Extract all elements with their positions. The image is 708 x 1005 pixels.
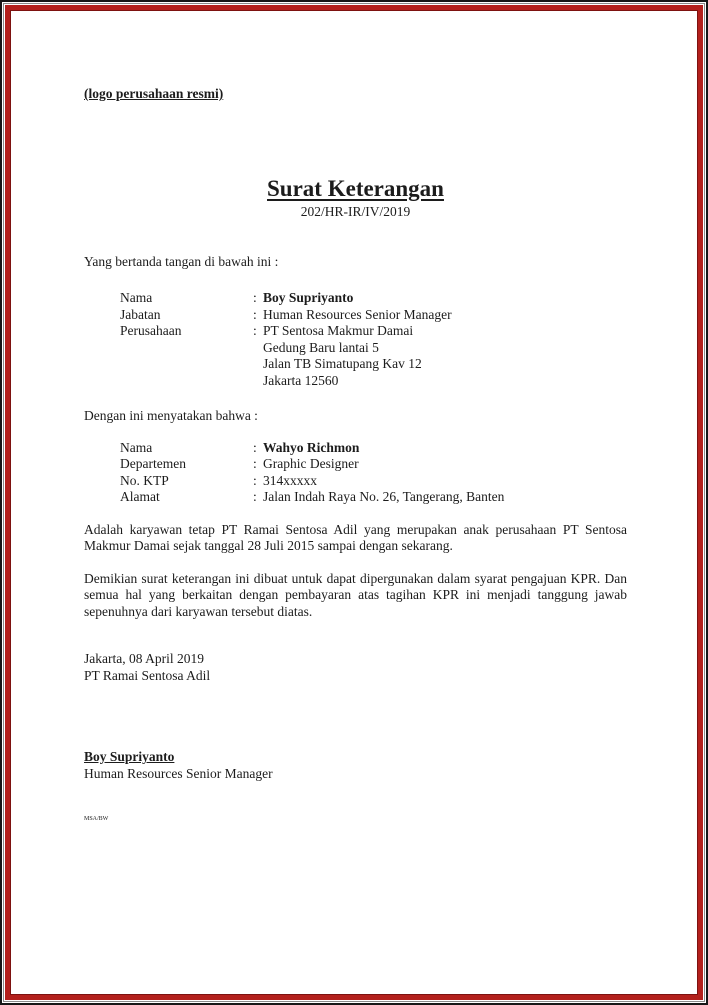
- detail-row-departemen: [120, 456, 627, 473]
- detail-row-alamat: [120, 489, 627, 506]
- detail-value: Graphic Designer: [263, 456, 359, 471]
- company-address-line: Gedung Baru lantai 5: [263, 339, 379, 355]
- signature-name: Boy Supriyanto: [84, 749, 175, 764]
- detail-label: Departemen: [120, 456, 186, 471]
- company-name-line: PT Sentosa Makmur Damai: [263, 323, 414, 338]
- letter-number: 202/HR-IR/IV/2019: [300, 203, 411, 219]
- detail-row-nama: [120, 290, 627, 307]
- detail-value: [263, 323, 627, 389]
- letter-title: Surat Keterangan: [267, 175, 444, 201]
- body-paragraph: Adalah karyawan tetap PT Ramai Sentosa Adil yang merupakan anak perusahaan PT Sentosa Makmur Damai sejak tanggal 28 Juli 2015 sampai dengan sekarang.: [84, 521, 627, 553]
- detail-label: Nama: [120, 290, 153, 305]
- closing-place-date: Jakarta, 08 April 2019: [84, 651, 204, 666]
- statement-line: Dengan ini menyatakan bahwa :: [84, 408, 258, 423]
- signature-role: Human Resources Senior Manager: [84, 765, 273, 781]
- decorative-border-inner: [5, 5, 703, 1000]
- detail-row-no-ktp: [120, 473, 627, 490]
- detail-value: Wahyo Richmon: [263, 439, 360, 455]
- detail-value: Boy Supriyanto: [263, 290, 354, 305]
- detail-row-perusahaan: [120, 323, 627, 389]
- detail-value: Jalan Indah Raya No. 26, Tangerang, Banten: [263, 489, 505, 504]
- detail-colon: :: [253, 290, 257, 305]
- detail-colon: :: [253, 439, 257, 455]
- reference-initials: MSA/BW: [84, 816, 109, 822]
- closing-company: PT Ramai Sentosa Adil: [84, 667, 211, 683]
- opening-line: Yang bertanda tangan di bawah ini :: [84, 253, 279, 269]
- closing-block: [84, 651, 627, 684]
- logo-placeholder: (logo perusahaan resmi): [84, 86, 224, 101]
- detail-row-jabatan: [120, 307, 627, 324]
- letter-heading: [84, 175, 627, 220]
- company-address-line: Jalan TB Simatupang Kav 12: [263, 356, 422, 371]
- detail-value: 314xxxxx: [263, 472, 317, 488]
- detail-value: Human Resources Senior Manager: [263, 306, 452, 322]
- decorative-border-middle: [3, 3, 705, 1002]
- detail-label: Alamat: [120, 489, 160, 504]
- letter-content: [10, 10, 698, 995]
- detail-colon: :: [253, 472, 257, 488]
- company-address-line: Jakarta 12560: [263, 372, 339, 388]
- detail-colon: :: [253, 489, 257, 504]
- detail-row-nama: [120, 440, 627, 457]
- signature-block: [84, 749, 627, 782]
- signer-details: [120, 290, 627, 389]
- detail-colon: :: [253, 456, 257, 471]
- detail-colon: :: [253, 323, 257, 338]
- detail-colon: :: [253, 306, 257, 322]
- detail-label: Perusahaan: [120, 323, 182, 338]
- body-paragraph: Demikian surat keterangan ini dibuat untuk dapat dipergunakan dalam syarat pengajuan KPR. Dan semua hal yang berkaitan dengan pembayaran atas tagihan KPR ini menjadi tanggung jawab sepenuhnya dari karyawan tersebut diatas.: [84, 570, 627, 619]
- detail-label: Nama: [120, 439, 153, 455]
- detail-label: Jabatan: [120, 306, 161, 322]
- employee-details: [120, 440, 627, 506]
- detail-label: No. KTP: [120, 472, 169, 488]
